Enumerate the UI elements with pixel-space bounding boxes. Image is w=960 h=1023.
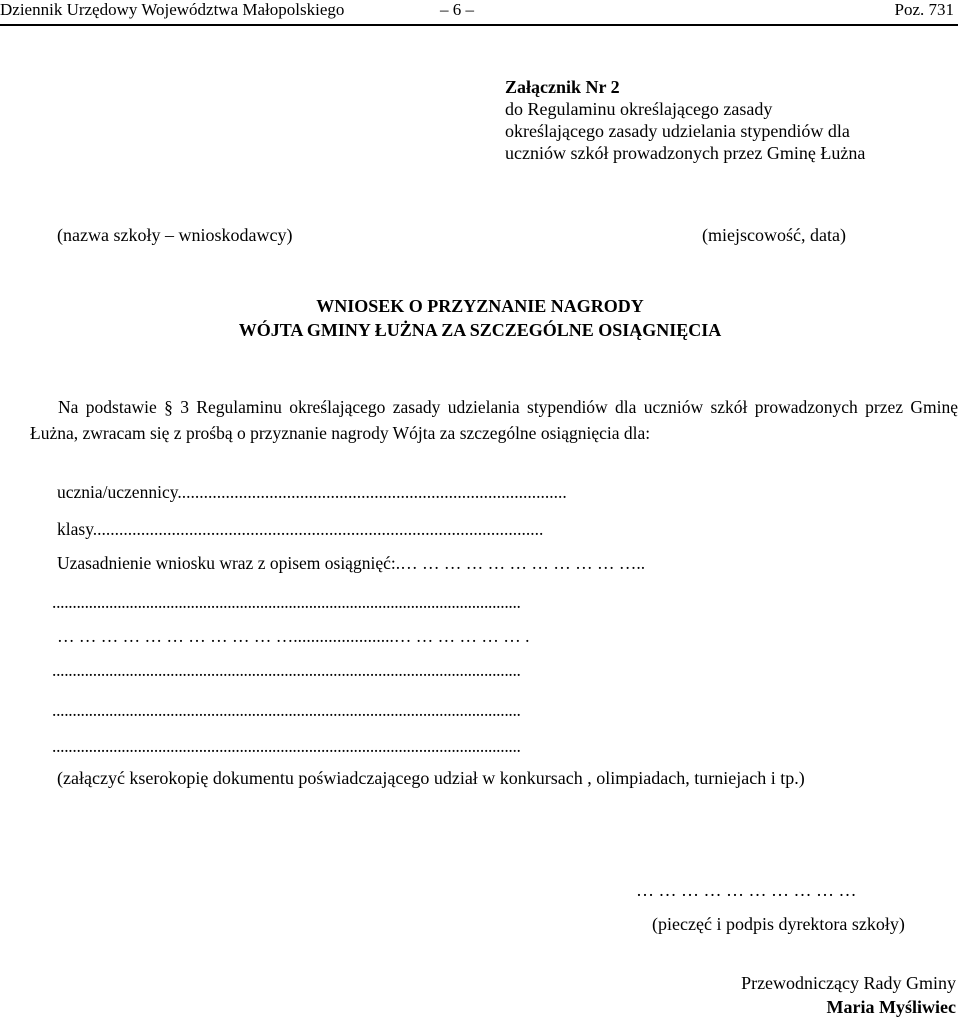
form-heading-line-1: WNIOSEK O PRZYZNANIE NAGRODY xyxy=(316,296,644,316)
place-date-label: (miejscowość, data) xyxy=(702,225,846,245)
student-field[interactable]: ucznia/uczennicy......................................................................................... xyxy=(57,482,567,502)
journal-title: Dziennik Urzędowy Województwa Małopolskiego xyxy=(0,0,345,19)
position-number: Poz. 731 xyxy=(894,0,954,19)
justification-line-3[interactable]: ................................................................................................................... xyxy=(52,660,521,680)
justification-field[interactable]: Uzasadnienie wniosku wraz z opisem osiągnięć:.… … … … … … … … … … ….. xyxy=(57,553,646,573)
class-field[interactable]: klasy....................................................................................................... xyxy=(57,519,544,539)
signature-label: (pieczęć i podpis dyrektora szkoły) xyxy=(652,914,905,934)
justification-line-5[interactable]: ................................................................................................................... xyxy=(52,736,521,756)
school-name-label: (nazwa szkoły – wnioskodawcy) xyxy=(57,225,293,245)
page-number: – 6 – xyxy=(440,0,474,19)
justification-line-4[interactable]: ................................................................................................................... xyxy=(52,700,521,720)
header-divider xyxy=(0,24,958,26)
council-chair-role: Przewodniczący Rady Gminy xyxy=(741,973,956,993)
intro-paragraph: Na podstawie § 3 Regulaminu określającego zasady udzielania stypendiów dla uczniów szkół prowadzonych przez Gminę Łużna, zwracam się z prośbą o przyznanie nagrody Wójta za szczególne osiągnięcia dla: xyxy=(30,397,958,443)
council-chair-name: Maria Myśliwiec xyxy=(826,997,956,1017)
annex-line-3: uczniów szkół prowadzonych przez Gminę Łużna xyxy=(505,142,866,163)
annex-line-1: do Regulaminu określającego zasady xyxy=(505,98,773,119)
attachment-note: (załączyć kserokopię dokumentu poświadczającego udział w konkursach , olimpiadach, turniejach i tp.) xyxy=(57,768,805,788)
signature-line[interactable]: … … … … … … … … … … xyxy=(636,880,857,900)
form-heading-line-2: WÓJTA GMINY ŁUŻNA ZA SZCZEGÓLNE OSIĄGNIĘCIA xyxy=(238,320,722,340)
justification-line-2[interactable]: … … … … … … … … … … ….......................… … … … … … . xyxy=(57,626,530,646)
annex-title: Załącznik Nr 2 xyxy=(505,77,620,97)
annex-line-2: określającego zasady udzielania stypendiów dla xyxy=(505,120,850,141)
justification-line-1[interactable]: ................................................................................................................... xyxy=(52,592,521,612)
annex-block xyxy=(505,77,865,165)
